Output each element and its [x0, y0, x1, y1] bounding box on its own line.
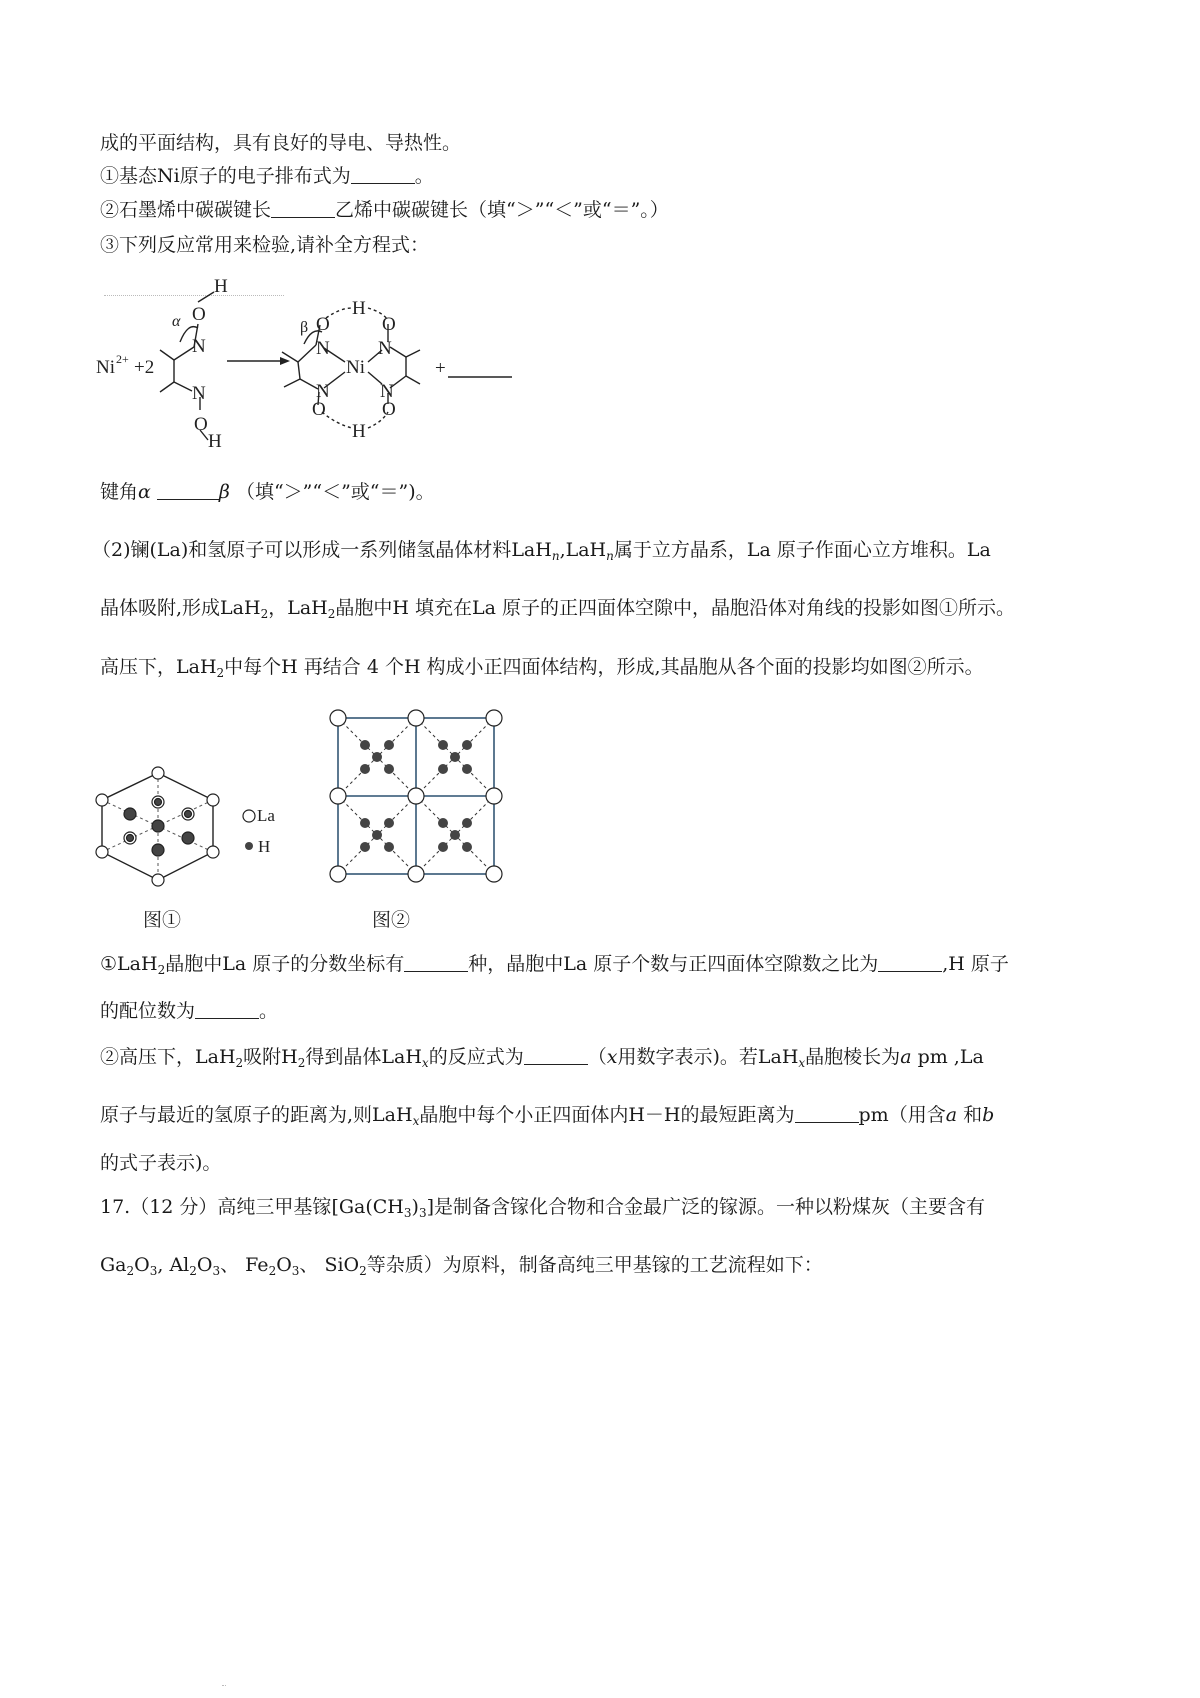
atom-label-n: N: [380, 381, 394, 402]
text-span: 吸附: [243, 1046, 282, 1068]
answer-blank[interactable]: [404, 955, 468, 972]
atom-label-o: O: [192, 304, 206, 325]
answer-blank[interactable]: [878, 955, 942, 972]
atom-label-h: H: [214, 276, 228, 297]
alpha-symbol: α: [138, 481, 151, 503]
text-span: a: [945, 1104, 958, 1126]
atom-label-h: H: [208, 431, 222, 452]
text-span: 的式子表示)。: [100, 1152, 222, 1174]
text-span: 种，晶胞中La 原子个数与正四面体空隙数之比为: [468, 953, 879, 975]
subscript: n: [606, 549, 614, 563]
atom-label-o: O: [194, 414, 208, 435]
text-span: 的反应式为: [428, 1046, 524, 1068]
text-line-13: [100, 1151, 221, 1175]
text-line-11: [100, 1045, 984, 1069]
text-span: 和氢原子可以形成一系列储氢晶体材料: [188, 539, 512, 561]
text-span: ,H 原子: [942, 953, 1009, 975]
text-span: 晶胞中H 填充在La 原子的正四面体空隙中，晶胞沿体对角线的投影如图①所示。: [335, 597, 1015, 619]
text-line-4: [100, 233, 429, 257]
atom-label-n: N: [316, 381, 330, 402]
text-span: 键角: [100, 481, 139, 503]
text-span: , Al: [157, 1254, 190, 1276]
text-span: LaH: [381, 1046, 422, 1068]
text-span: 属于立方晶系，La 原子作面心立方堆积。La: [613, 539, 991, 561]
answer-blank[interactable]: [795, 1106, 859, 1123]
beta-label: β: [300, 319, 309, 336]
subscript: 2: [189, 1264, 197, 1278]
subscript: 2: [359, 1264, 367, 1278]
text-span: 高压下，: [100, 656, 177, 678]
text-span: LaH: [220, 597, 261, 619]
legend-la: La: [257, 806, 275, 825]
text-span: O: [276, 1254, 292, 1276]
text-span: LaH: [176, 656, 217, 678]
figure-1-hexagon-projection: [90, 760, 290, 895]
subscript: n: [551, 549, 560, 563]
atom-label-n: N: [192, 336, 206, 357]
atom-label-h: H: [352, 298, 366, 319]
figure-2-face-projection: [320, 700, 520, 900]
text-span: Ga: [100, 1254, 127, 1276]
subscript: 3: [418, 1206, 427, 1220]
text-line-14: [100, 1195, 985, 1219]
text-line-6: [92, 538, 991, 562]
ni-center-label: Ni: [346, 357, 365, 378]
atom-label-o: O: [312, 399, 326, 420]
text-span: 是制备含镓化合物和合金最广泛的镓源。一种以粉煤灰（主要含有: [434, 1196, 986, 1218]
text-span: (La): [149, 539, 189, 561]
atom-label-n: N: [378, 338, 392, 359]
text-line-2: [100, 164, 434, 188]
text-span: 中每个H 再结合 4 个H 构成小正四面体结构，形成,其晶胞从各个面的投影均如图②所示。: [224, 656, 984, 678]
text-span: O: [196, 1254, 213, 1276]
text-line-1: [100, 131, 461, 155]
atom-label-n: N: [316, 338, 330, 359]
answer-blank[interactable]: [351, 167, 415, 184]
text-line-9: [100, 952, 1009, 976]
plus-sign: +: [435, 358, 446, 379]
answer-blank[interactable]: [195, 1002, 259, 1019]
text-line-7: [100, 596, 1015, 620]
text-span: 晶体吸附,形成: [100, 597, 221, 619]
text-span: 晶胞中La 原子的分数坐标有: [165, 953, 405, 975]
text-span: 成的平面结构，具有良好的导电、导热性。: [100, 132, 462, 154]
text-span: 的最短距离为: [680, 1104, 795, 1126]
text-span: 晶胞中每个小正四面体内: [419, 1104, 629, 1126]
text-span: ③下列反应常用来检验,请补全方程式：: [100, 234, 430, 256]
subscript: x: [421, 1056, 429, 1070]
subscript: 3: [212, 1264, 221, 1278]
subscript: 2: [157, 963, 166, 977]
text-line-5: [100, 480, 435, 504]
text-span: 、 SiO: [299, 1254, 360, 1276]
text-span: a: [900, 1046, 912, 1068]
text-span: 。: [414, 165, 434, 187]
answer-blank[interactable]: [157, 483, 219, 500]
text-span: H－H: [628, 1104, 681, 1126]
answer-blank[interactable]: [524, 1048, 588, 1065]
ni-ion-label: Ni: [96, 357, 115, 378]
subscript: 2: [297, 1056, 306, 1070]
text-span: LaH: [511, 539, 552, 561]
text-span: 图②: [372, 909, 411, 931]
text-span: 原子的电子排布式为: [179, 165, 351, 187]
atom-label-o: O: [382, 314, 396, 335]
text-line-12: [100, 1103, 994, 1127]
subscript: 3: [403, 1206, 412, 1220]
text-span: 等杂质）为原料，制备高纯三甲基镓的工艺流程如下：: [366, 1254, 823, 1276]
text-span: 原子与最近的氢原子的距离为,则: [100, 1104, 373, 1126]
text-span: LaH: [117, 953, 158, 975]
text-span: ②石墨烯中碳碳键长: [100, 199, 272, 221]
text-span: ②高压下，LaH: [100, 1046, 236, 1068]
subscript: x: [798, 1056, 806, 1070]
figure-2-caption: [372, 908, 410, 932]
text-span: （填“＞”“＜”或“＝”)。: [235, 481, 435, 503]
text-line-8: [100, 655, 984, 679]
alpha-label: α: [172, 313, 181, 330]
text-span: ①基态: [100, 165, 158, 187]
text-span: ①: [100, 953, 118, 975]
text-span: b: [982, 1104, 995, 1126]
atom-label-o: O: [382, 399, 396, 420]
text-span: [Ga(CH: [331, 1196, 404, 1218]
text-span: 、 Fe: [220, 1254, 269, 1276]
text-span: pm ,La: [917, 1046, 984, 1068]
text-span: ,LaH: [559, 539, 607, 561]
subscript: 3: [291, 1264, 300, 1278]
subscript: 2: [126, 1264, 135, 1278]
subscript: 2: [327, 607, 336, 621]
text-span: ，LaH: [268, 597, 328, 619]
answer-blank[interactable]: [271, 201, 335, 218]
beta-symbol: β: [218, 481, 230, 503]
text-span: H: [281, 1046, 298, 1068]
coefficient-label: +2: [134, 357, 155, 378]
atom-label-h: H: [352, 421, 366, 442]
text-span: （2)镧: [92, 539, 150, 561]
text-span: 的配位数为: [100, 1000, 196, 1022]
text-span: （: [587, 1046, 607, 1068]
footer-mark: [222, 1685, 226, 1686]
subscript: 3: [149, 1264, 158, 1278]
legend-h: H: [258, 837, 271, 856]
reaction-scheme: [90, 272, 580, 462]
text-span: pm（用含: [858, 1104, 946, 1126]
text-span: 晶胞棱长为: [805, 1046, 901, 1068]
text-span: O: [134, 1254, 150, 1276]
text-span: 图①: [143, 909, 182, 931]
text-line-10: [100, 999, 278, 1023]
text-span: Ni: [157, 165, 180, 187]
subscript: 2: [260, 607, 269, 621]
text-span: 用数字表示)。若: [617, 1046, 758, 1068]
text-line-15: [100, 1253, 823, 1277]
subscript: x: [412, 1114, 420, 1128]
subscript: 2: [235, 1056, 244, 1070]
charge-label: 2+: [116, 352, 129, 366]
subscript: 2: [268, 1264, 277, 1278]
text-span: 17.（12 分）高纯三甲基镓: [100, 1196, 332, 1218]
text-span: 得到晶体: [305, 1046, 382, 1068]
atom-label-n: N: [192, 383, 206, 404]
text-span: ): [411, 1196, 419, 1218]
text-span: LaH: [372, 1104, 413, 1126]
atom-label-o: O: [316, 314, 330, 335]
text-span: 。: [259, 1000, 279, 1022]
subscript: 2: [216, 666, 225, 680]
text-line-3: [100, 198, 669, 222]
text-span: 和: [963, 1104, 983, 1126]
text-span: x: [606, 1046, 618, 1068]
text-span: 乙烯中碳碳键长（填“＞”“＜”或“＝”。）: [335, 199, 669, 221]
text-span: ]: [426, 1196, 434, 1218]
figure-1-caption: [143, 908, 181, 932]
text-span: LaH: [757, 1046, 799, 1068]
